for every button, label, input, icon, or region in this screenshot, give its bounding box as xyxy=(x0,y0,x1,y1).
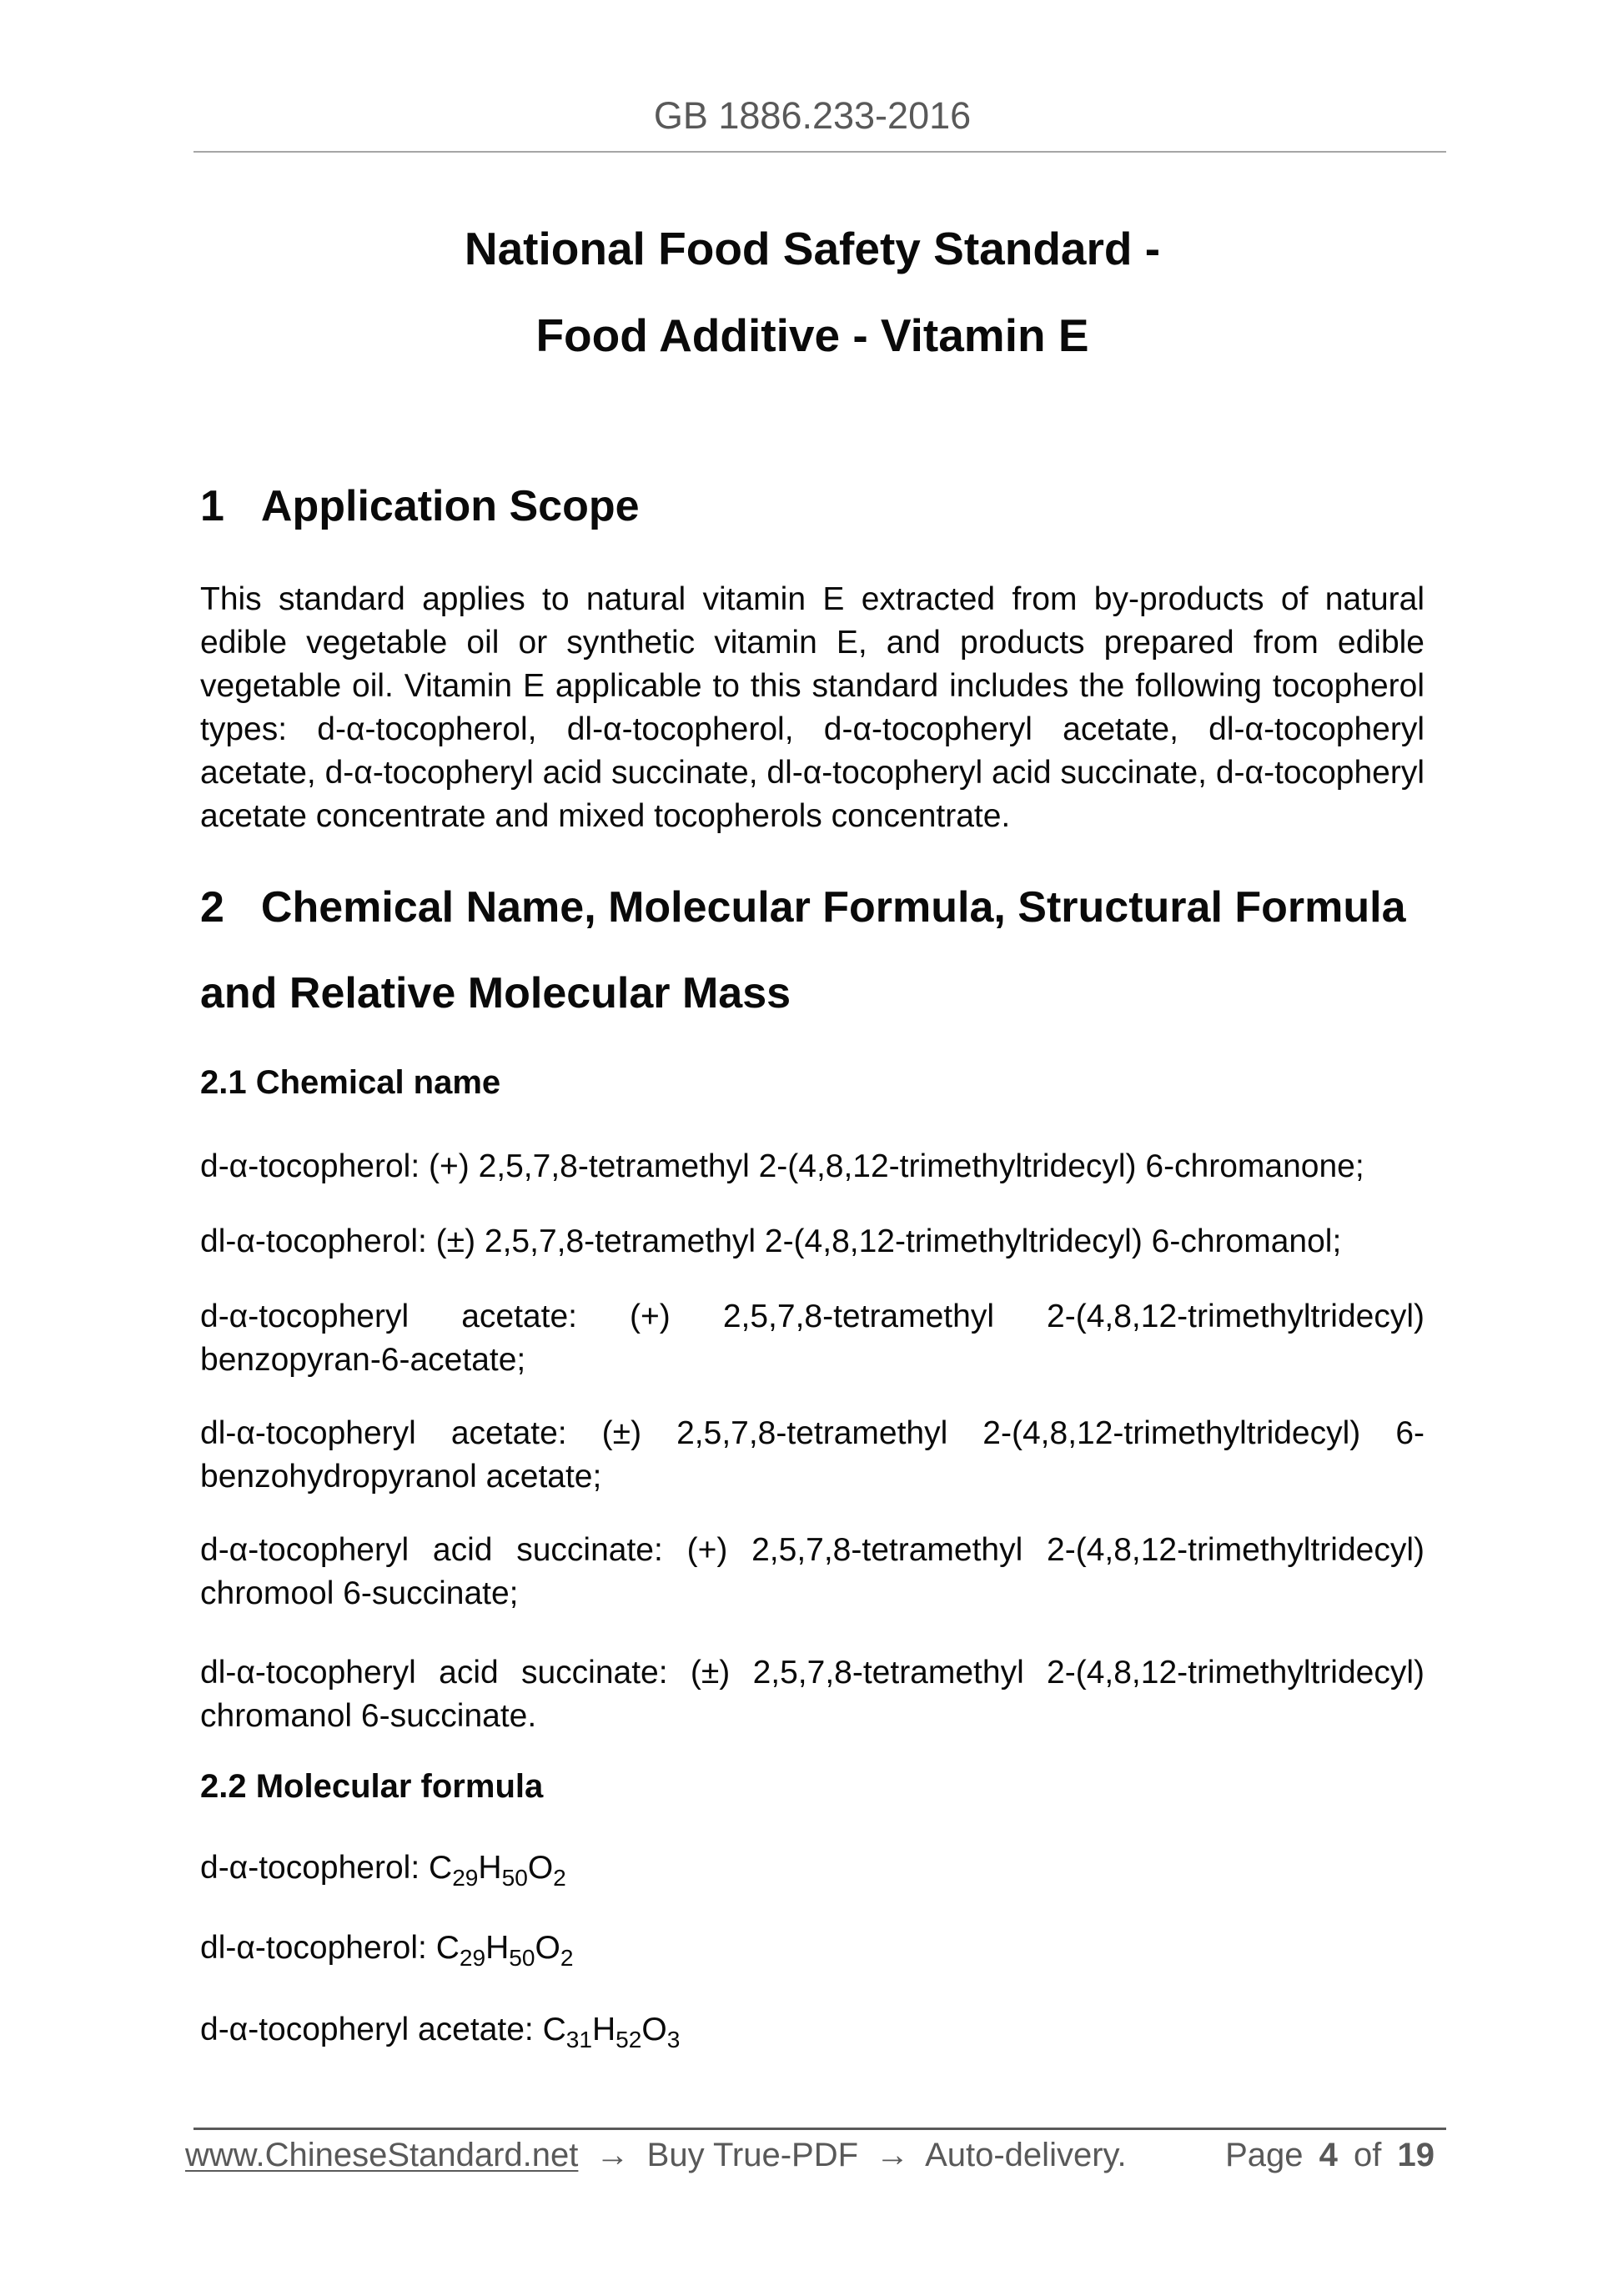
page-current: 4 xyxy=(1319,2137,1338,2173)
footer-divider xyxy=(193,2128,1446,2130)
footer-source-line xyxy=(185,2137,1135,2173)
page-of-label: of xyxy=(1354,2137,1382,2173)
subsection-2-1-heading: 2.1 Chemical name xyxy=(200,1064,501,1101)
footer-buy-text: Buy True-PDF xyxy=(646,2137,859,2173)
subsection-2-2-heading: 2.2 Molecular formula xyxy=(200,1768,544,1805)
section-2-heading-text: Chemical Name, Molecular Formula, Structural Formula and Relative Molecular Mass xyxy=(200,883,1406,1017)
page-label: Page xyxy=(1225,2137,1304,2173)
standard-code-header: GB 1886.233-2016 xyxy=(653,94,972,137)
chemical-name-paragraph: dl-α-tocopheryl acid succinate: (±) 2,5,7,8-tetramethyl 2-(4,8,12-trimethyltridecyl) chromanol 6-succinate. xyxy=(200,1655,1425,1734)
chemical-formula: $C_{29}H_{50}O_2$ xyxy=(435,1930,574,1971)
section-1-heading-text: Application Scope xyxy=(260,482,640,530)
document-title-line2: Food Additive - Vitamin E xyxy=(535,309,1089,361)
chemical-name-paragraph: d-α-tocopherol: (+) 2,5,7,8-tetramethyl 2-(4,8,12-trimethyltridecyl) 6-chromanone; xyxy=(200,1148,1364,1184)
molecular-formula-line xyxy=(200,2011,1425,2050)
footer-page-indicator xyxy=(1219,2137,1435,2173)
page-total: 19 xyxy=(1397,2137,1435,2173)
chemical-name-paragraph: d-α-tocopheryl acetate: (+) 2,5,7,8-tetramethyl 2-(4,8,12-trimethyltridecyl) benzopyran-6-acetate; xyxy=(200,1299,1425,1378)
footer-website-link[interactable]: www.ChineseStandard.net xyxy=(185,2137,579,2173)
molecular-formula-line xyxy=(200,1849,1425,1891)
page-footer xyxy=(185,2137,1435,2173)
molecular-formula-line xyxy=(200,1929,1425,1971)
document-title-line1: National Food Safety Standard - xyxy=(464,223,1161,274)
arrow-right-icon: → xyxy=(595,2137,630,2173)
section-1-number: 1 xyxy=(200,482,224,530)
section-2-heading xyxy=(200,865,1425,1037)
section-2-number: 2 xyxy=(200,883,224,932)
formula-label: d-α-tocopherol: xyxy=(200,1850,430,1886)
section-1-paragraph: This standard applies to natural vitamin E extracted from by-products of natural edible vegetable oil or synthetic vitamin E, and products prepared from edible vegetable oil. Vitamin E applicable to this standard includes the following tocopherol types: d-α-tocopherol, dl-α-tocopherol, d-α-tocopheryl acetate, dl-α-tocopheryl acetate, d-α-tocopheryl acid succinate, dl-α-tocopheryl acid succinate, d-α-tocopheryl acetate concentrate and mixed tocopherols concentrate. xyxy=(200,581,1425,834)
arrow-right-icon: → xyxy=(876,2137,910,2173)
formula-label: dl-α-tocopherol: xyxy=(200,1930,436,1966)
formula-label: d-α-tocopheryl acetate: xyxy=(200,2012,543,2047)
header-divider xyxy=(193,151,1446,153)
chemical-name-paragraph: dl-α-tocopherol: (±) 2,5,7,8-tetramethyl 2-(4,8,12-trimethyltridecyl) 6-chromanol; xyxy=(200,1223,1342,1259)
chemical-name-paragraph: d-α-tocopheryl acid succinate: (+) 2,5,7,8-tetramethyl 2-(4,8,12-trimethyltridecyl) chromool 6-succinate; xyxy=(200,1532,1425,1611)
chemical-formula: $C_{29}H_{50}O_2$ xyxy=(429,1850,566,1891)
footer-delivery-text: Auto-delivery. xyxy=(925,2137,1127,2173)
section-1-heading xyxy=(200,481,1425,531)
chemical-name-paragraph: dl-α-tocopheryl acetate: (±) 2,5,7,8-tetramethyl 2-(4,8,12-trimethyltridecyl) 6-benzohydropyranol acetate; xyxy=(200,1415,1425,1495)
chemical-formula: $C_{31}H_{52}O_3$ xyxy=(542,2012,681,2052)
